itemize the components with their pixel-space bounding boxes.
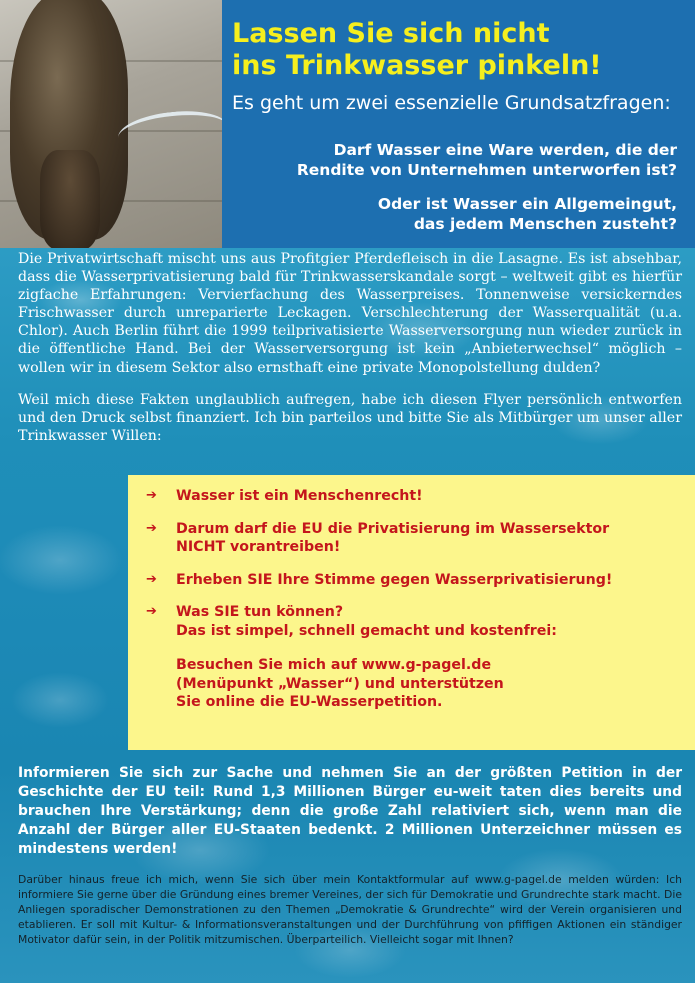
callout-line: NICHT vorantreiben! xyxy=(176,539,341,555)
question-line: Darf Wasser eine Ware werden, die der xyxy=(333,141,677,159)
intro-text xyxy=(18,250,682,445)
header-panel xyxy=(222,0,695,248)
intro-paragraph: Die Privatwirtschaft mischt uns aus Profitgier Pferdefleisch in die Lasagne. Es ist absehbar, dass die Wasserprivatisierung bald für Trinkwasserskandale sorgt – weltweit gibt es hierfür zigfache Erfahrungen: Vervierfachung des Wasserpreises. Tonnenweise versickerndes Frischwasser durch unreparierte Leckagen. Verschlechterung der Wasserqualität (u.a. Chlor). Auch Berlin führt die 1999 teilprivatisierte Wasserversorgung nun wieder zurück in die öffentliche Hand. Bei der Wasserversorgung ist kein „Anbieterwechsel“ möglich – wollen wir in diesem Sektor also ernsthaft eine private Monopolstellung dulden? xyxy=(18,251,682,376)
callout-item xyxy=(146,487,681,506)
callout-line: Was SIE tun können? xyxy=(176,604,344,620)
intro-paragraph: Weil mich diese Fakten unglaublich aufregen, habe ich diesen Flyer persönlich entworfen und den Druck selbst finanziert. Ich bin parteilos und bitte Sie als Mitbürger um unser aller Trinkwasser Willen: xyxy=(18,391,682,444)
callout-box xyxy=(128,475,695,750)
callout-item xyxy=(146,571,681,590)
headline-line: Lassen Sie sich nicht xyxy=(232,18,550,49)
question-line: das jedem Menschen zusteht? xyxy=(413,215,677,233)
callout-line: Sie online die EU-Wasserpetition. xyxy=(176,694,443,710)
visit-website-text xyxy=(176,656,681,712)
callout-line: Darum darf die EU die Privatisierung im Wassersektor xyxy=(176,520,610,537)
petition-text: Informieren Sie sich zur Sache und nehmen Sie an der größten Petition in der Geschichte der EU teil: Rund 1,3 Millionen Bürger eu-weit taten dies bereits und brauchen Ihre Verstärkung; denn die große Zahl relativiert sich, wenn man die Anzahl der Bürger aller EU-Staaten bedenkt. 2 Millionen Unterzeichner müssen es mindestens werden! xyxy=(18,765,682,857)
callout-item-text xyxy=(176,603,557,640)
subhead: Es geht um zwei essenzielle Grundsatzfragen: xyxy=(232,92,671,114)
callout-line: Besuchen Sie mich auf www.g-pagel.de xyxy=(176,657,492,673)
headline xyxy=(232,18,681,82)
arrow-icon: ➔ xyxy=(146,604,157,619)
callout-line: Das ist simpel, schnell gemacht und kostenfrei: xyxy=(176,622,557,639)
arrow-icon: ➔ xyxy=(146,488,157,503)
statue-leg xyxy=(40,150,100,248)
water-stream xyxy=(116,106,222,157)
headline-line: ins Trinkwasser pinkeln! xyxy=(232,50,602,81)
statue-photo xyxy=(0,0,222,248)
question-line: Rendite von Unternehmen unterworfen ist? xyxy=(296,161,677,179)
question-1 xyxy=(232,140,681,180)
question-line: Oder ist Wasser ein Allgemeingut, xyxy=(377,195,677,213)
callout-item xyxy=(146,520,681,557)
callout-line: (Menüpunkt „Wasser“) und unterstützen xyxy=(176,675,504,692)
footer-text: Darüber hinaus freue ich mich, wenn Sie sich über mein Kontaktformular auf www.g-pagel.de melden würden: Ich informiere Sie gerne über die Gründung eines bremer Vereines, der sich für Demokratie und Grundrechte stark macht. Die Anliegen sporadischer Demonstrationen zu den Themen „Demokratie & Grundrechte“ wird der Verein organisieren und etablieren. Er soll mit Kultur- & Informationsveranstaltungen und der Durchführung von pfiffigen Aktionen ein ständiger Motivator dafür sein, in der Politik mitzumischen. Überparteilich. Vielleicht sogar mit Ihnen? xyxy=(18,873,682,946)
callout-item-text: Wasser ist ein Menschenrecht! xyxy=(176,488,423,504)
arrow-icon: ➔ xyxy=(146,520,157,536)
arrow-icon: ➔ xyxy=(146,571,157,587)
callout-item-text xyxy=(176,520,609,557)
question-2 xyxy=(232,194,681,234)
callout-item-text: Erheben SIE Ihre Stimme gegen Wasserprivatisierung! xyxy=(176,571,613,588)
callout-item xyxy=(146,603,681,640)
